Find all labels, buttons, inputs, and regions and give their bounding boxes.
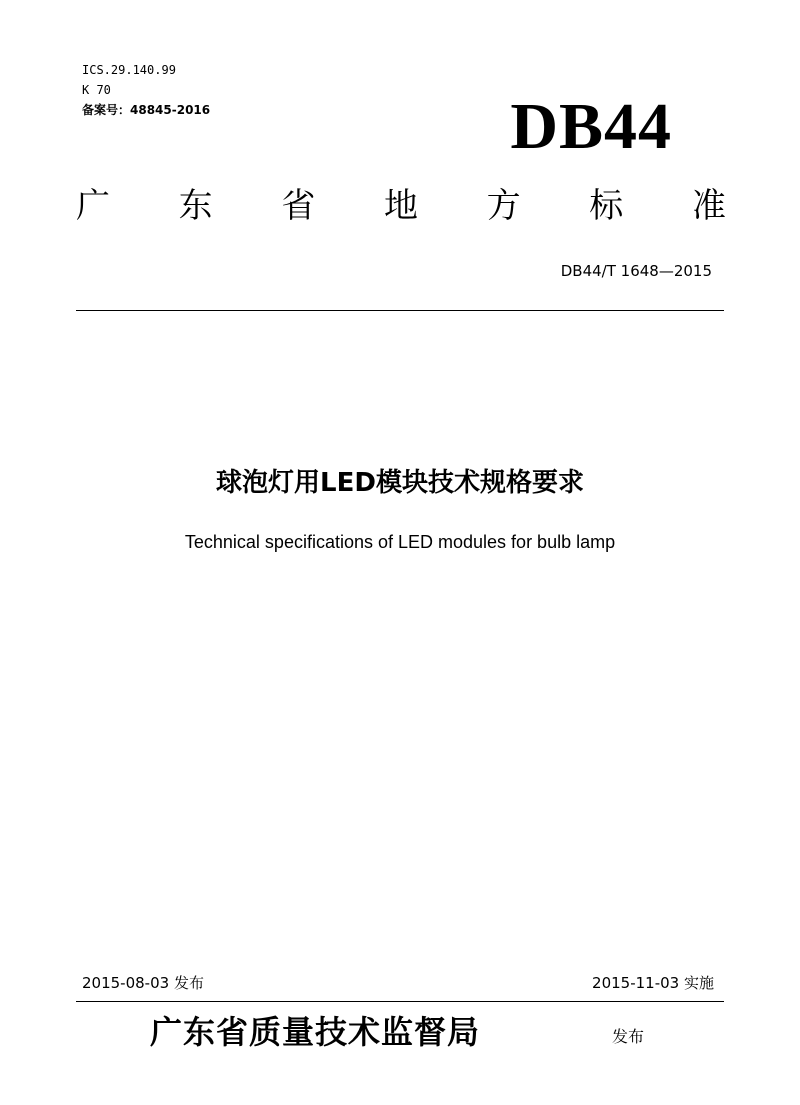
ics-code: ICS.29.140.99	[82, 63, 176, 77]
chinese-title: 球泡灯用LED模块技术规格要求	[216, 468, 584, 498]
issuer-name: 广东省质量技术监督局	[150, 1013, 481, 1051]
standard-type	[76, 186, 726, 226]
standard-type-char: 地	[383, 186, 418, 226]
standard-type-char: 准	[691, 186, 726, 226]
standard-number: DB44/T 1648—2015	[560, 262, 712, 280]
standard-type-char: 标	[589, 186, 624, 226]
top-divider	[76, 310, 724, 311]
record-number: 备案号：48845-2016	[82, 103, 211, 117]
standard-type-char: 省	[281, 186, 316, 226]
standard-type-char: 方	[486, 186, 521, 226]
implementation-date: 2015-11-03 实施	[592, 974, 714, 992]
english-title: Technical specifications of LED modules for bulb lamp	[184, 532, 616, 552]
classification-code: K 70	[82, 83, 111, 97]
standard-type-char: 东	[178, 186, 213, 226]
issue-label: 发布	[612, 1027, 645, 1046]
bottom-divider	[76, 1001, 724, 1002]
standard-type-char: 广	[76, 186, 110, 226]
db44-logo: DB44	[510, 90, 672, 163]
issue-date: 2015-08-03 发布	[82, 974, 204, 992]
